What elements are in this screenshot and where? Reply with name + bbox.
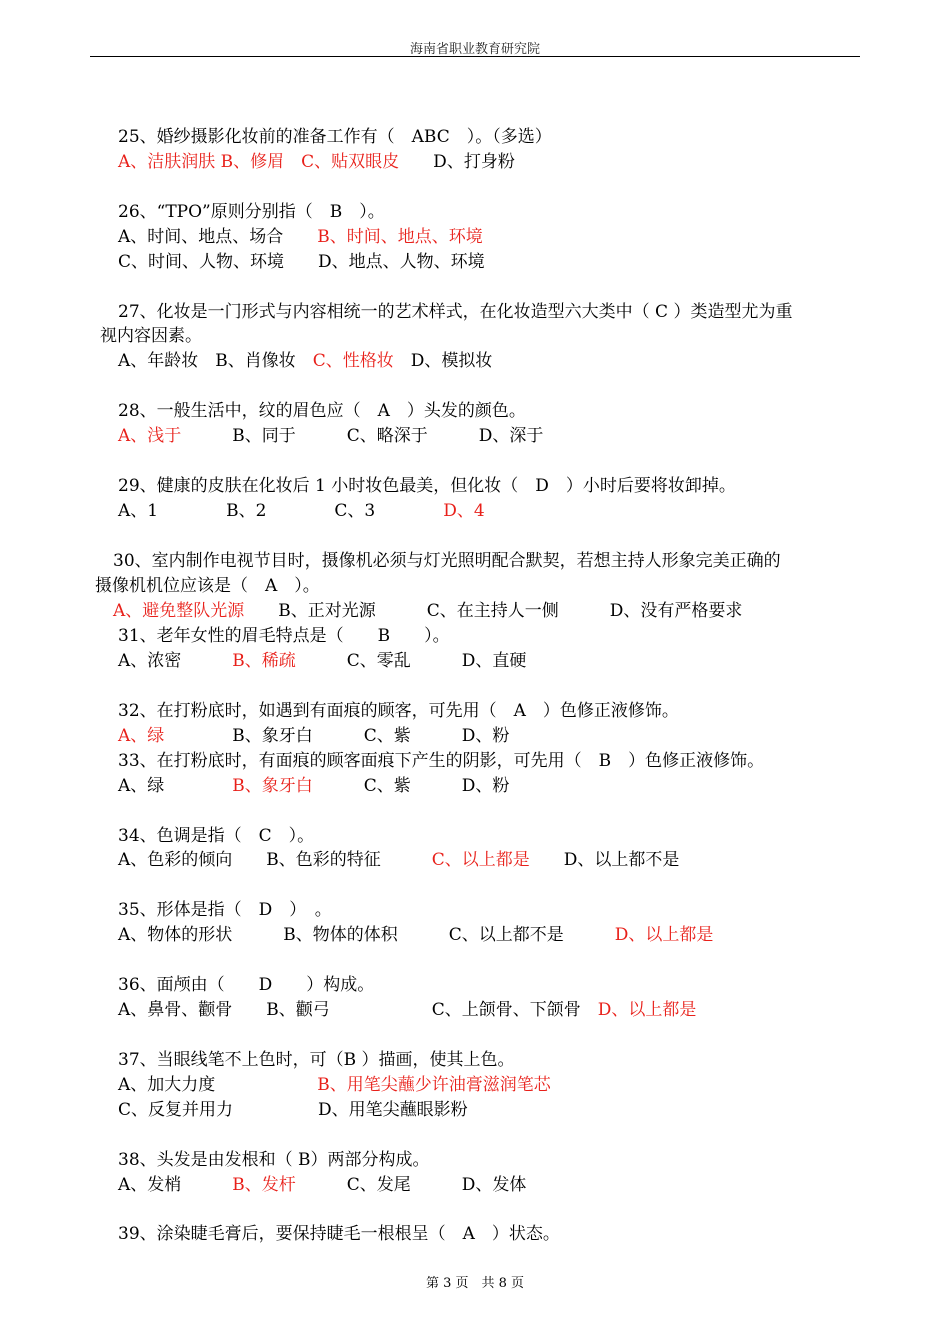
text-line	[118, 126, 552, 148]
answer-highlight: D、以上都是	[597, 1000, 697, 1020]
text-line	[118, 775, 509, 797]
text-segment: D、以上都不是	[529, 850, 680, 870]
text-line	[113, 600, 742, 622]
answer-highlight: A、洁肤润肤 B、修眉 C、贴双眼皮	[118, 152, 400, 172]
text-segment: 25、婚纱摄影化妆前的准备工作有（ ABC ）。（多选）	[118, 127, 552, 147]
text-line	[118, 226, 483, 248]
answer-highlight: D、以上都是	[614, 925, 714, 945]
text-line	[118, 400, 526, 422]
text-segment: 37、当眼线笔不上色时，可（B ）描画，使其上色。	[118, 1050, 515, 1070]
text-line	[118, 1223, 560, 1245]
text-segment: 39、涂染睫毛膏后，要保持睫毛一根根呈（ A ）状态。	[118, 1224, 560, 1244]
answer-highlight: B、时间、地点、环境	[317, 227, 483, 247]
text-line	[118, 924, 713, 946]
text-segment: D、打身粉	[399, 152, 515, 172]
text-segment: 视内容因素。	[100, 326, 202, 346]
text-segment: 36、面颅由（ D ）构成。	[118, 975, 375, 995]
text-segment: 33、在打粉底时，有面痕的顾客面痕下产生的阴影，可先用（ B ）色修正液修饰。	[118, 751, 765, 771]
header-divider	[90, 56, 860, 57]
text-segment: B、象牙白 C、紫 D、粉	[164, 726, 510, 746]
text-segment: A、鼻骨、颧骨 B、颧弓 C、上颌骨、下颌骨	[118, 1000, 598, 1020]
text-line	[118, 1099, 468, 1121]
text-line	[118, 825, 314, 847]
text-line	[118, 974, 374, 996]
text-segment: A、色彩的倾向 B、色彩的特征	[118, 850, 432, 870]
text-line	[118, 725, 509, 747]
text-segment: A、绿	[118, 776, 233, 796]
text-line	[118, 650, 526, 672]
text-segment: A、浓密	[118, 651, 233, 671]
text-segment: 30、室内制作电视节目时，摄像机必须与灯光照明配合默契，若想主持人形象完美正确的	[113, 551, 781, 571]
text-segment: B、同于 C、略深于 D、深于	[181, 426, 544, 446]
text-line	[118, 1074, 551, 1096]
text-line	[118, 201, 385, 223]
text-segment: A、发梢	[118, 1175, 233, 1195]
text-segment: 32、在打粉底时，如遇到有面痕的顾客，可先用（ A ）色修正液修饰。	[118, 701, 679, 721]
text-segment: 29、健康的皮肤在化妆后 1 小时妆色最美，但化妆（ D ）小时后要将妆卸掉。	[118, 476, 736, 496]
text-line	[118, 475, 736, 497]
text-segment: C、时间、人物、环境 D、地点、人物、环境	[118, 252, 485, 272]
answer-highlight: B、发杆	[232, 1175, 296, 1195]
text-line	[100, 325, 202, 347]
answer-highlight: B、稀疏	[232, 651, 296, 671]
text-segment: C、紫 D、粉	[312, 776, 510, 796]
text-segment: 31、老年女性的眉毛特点是（ B ）。	[118, 626, 450, 646]
text-line	[118, 1174, 526, 1196]
text-segment: 34、色调是指（ C ）。	[118, 826, 315, 846]
text-segment: A、时间、地点、场合	[118, 227, 318, 247]
text-line	[118, 151, 515, 173]
text-segment: C、发尾 D、发体	[295, 1175, 527, 1195]
text-line	[118, 500, 485, 522]
text-segment: 27、化妆是一门形式与内容相统一的艺术样式，在化妆造型六大类中（ C ）类造型尤为重	[118, 302, 793, 322]
text-segment: D、模拟妆	[393, 351, 493, 371]
answer-highlight: A、绿	[118, 726, 165, 746]
text-line	[118, 251, 485, 273]
page-header: 海南省职业教育研究院	[409, 42, 540, 57]
text-segment: 摄像机机位应该是（ A ）。	[95, 576, 320, 596]
text-segment: C、零乱 D、直硬	[295, 651, 527, 671]
text-line	[113, 550, 781, 572]
answer-highlight: C、性格妆	[312, 351, 394, 371]
text-line	[118, 425, 543, 447]
text-line	[118, 849, 679, 871]
text-segment: 26、“TPO”原则分别指（ B ）。	[118, 202, 385, 222]
text-segment: A、年龄妆 B、肖像妆	[118, 351, 313, 371]
text-segment: A、加大力度	[118, 1075, 318, 1095]
text-segment: 35、形体是指（ D ） 。	[118, 900, 332, 920]
text-line	[95, 575, 320, 597]
answer-highlight: C、以上都是	[431, 850, 530, 870]
answer-highlight: A、避免整队光源	[113, 601, 245, 621]
text-segment: 28、一般生活中，纹的眉色应（ A ）头发的颜色。	[118, 401, 526, 421]
text-line	[118, 625, 450, 647]
text-line	[118, 1049, 515, 1071]
text-line	[118, 999, 696, 1021]
answer-highlight: B、用笔尖蘸少许油膏滋润笔芯	[317, 1075, 551, 1095]
page-footer: 第 3 页 共 8 页	[425, 1276, 525, 1291]
text-segment: C、反复并用力 D、用笔尖蘸眼影粉	[118, 1100, 468, 1120]
answer-highlight: A、浅于	[118, 426, 182, 446]
answer-highlight: D、4	[443, 501, 485, 521]
text-segment: A、物体的形状 B、物体的体积 C、以上都不是	[118, 925, 615, 945]
answer-highlight: B、象牙白	[232, 776, 313, 796]
text-segment: 38、头发是由发根和（ B）两部分构成。	[118, 1150, 430, 1170]
text-segment: B、正对光源 C、在主持人一侧 D、没有严格要求	[244, 601, 743, 621]
text-line	[118, 350, 492, 372]
text-line	[118, 700, 679, 722]
text-segment: A、1 B、2 C、3	[118, 501, 444, 521]
text-line	[118, 899, 332, 921]
text-line	[118, 301, 792, 323]
text-line	[118, 1149, 430, 1171]
text-line	[118, 750, 764, 772]
